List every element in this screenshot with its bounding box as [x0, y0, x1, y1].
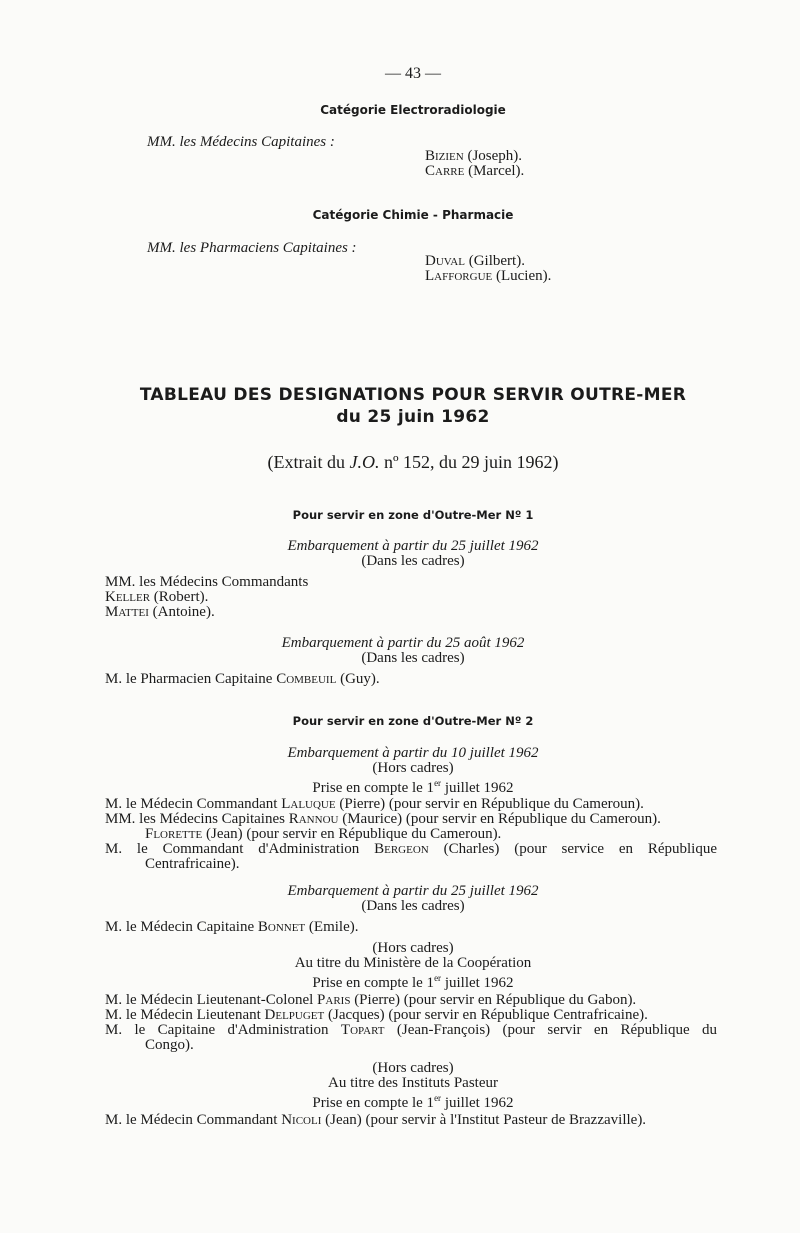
embarkation-title: Embarquement à partir du 25 août 1962 — [281, 635, 525, 651]
entry-suffix: (Pierre) (pour servir en République du Gabon). — [350, 992, 637, 1008]
surname: Delpuget — [264, 1007, 325, 1023]
page-number: — 43 — — [385, 65, 441, 82]
rank-medecins-capitaines: MM. les Médecins Capitaines : — [147, 134, 335, 150]
rank-medecins-commandants: MM. les Médecins Commandants — [105, 574, 309, 590]
cadres-note: (Hors cadres) — [372, 1060, 454, 1076]
surname: Bizien — [425, 148, 464, 164]
journal-officiel: J.O. — [349, 452, 380, 472]
entry-prefix: M. le Pharmacien Capitaine — [105, 671, 277, 687]
prise-suffix: juillet 1962 — [441, 1095, 514, 1111]
entry-suffix: (Emile). — [305, 919, 359, 935]
prise-en-compte — [0, 1090, 800, 1111]
entry-prefix: M. le Capitaine d'Administration — [105, 1022, 341, 1038]
entry-continuation: Congo). — [145, 1037, 194, 1053]
entry-line — [105, 1112, 646, 1128]
surname: Paris — [317, 992, 351, 1008]
entry-line — [105, 1007, 648, 1023]
category-heading-electroradiologie: Catégorie Electroradiologie — [320, 103, 506, 117]
prise-suffix: juillet 1962 — [441, 975, 514, 991]
surname: Mattei — [105, 604, 149, 620]
ordinal-suffix: er — [434, 1093, 442, 1103]
entry-suffix: (Jacques) (pour servir en République Centrafricaine). — [324, 1007, 648, 1023]
main-title: TABLEAU DES DESIGNATIONS POUR SERVIR OUTRE-MER — [139, 385, 687, 405]
surname: Topart — [340, 1022, 385, 1038]
entry-prefix: M. le Médecin Commandant — [105, 1112, 282, 1128]
surname: Combeuil — [276, 671, 337, 687]
entry-suffix: (Jean) (pour servir à l'Institut Pasteur de Brazzaville). — [321, 1112, 647, 1128]
entry-line — [105, 671, 380, 687]
surname: Duval — [425, 253, 465, 269]
category-heading-chimie-pharmacie: Catégorie Chimie - Pharmacie — [312, 208, 514, 222]
surname: Laluque — [281, 796, 336, 812]
entry-line — [105, 1022, 717, 1038]
cadres-note: (Hors cadres) — [372, 760, 454, 776]
embarkation-title: Embarquement à partir du 25 juillet 1962 — [287, 538, 539, 554]
entry-continuation: Centrafricaine). — [145, 856, 240, 872]
prise-en-compte — [0, 970, 800, 991]
extract-prefix: (Extrait du — [267, 452, 350, 472]
given-name: (Joseph). — [463, 148, 523, 164]
entry-suffix: (Pierre) (pour servir en République du Cameroun). — [335, 796, 644, 812]
extract-suffix: nº 152, du 29 juin 1962) — [379, 452, 559, 472]
entry-prefix: M. le Commandant d'Administration — [105, 841, 375, 857]
embarkation-title: Embarquement à partir du 25 juillet 1962 — [287, 883, 539, 899]
prise-suffix: juillet 1962 — [441, 780, 514, 796]
given-name: (Gilbert). — [464, 253, 525, 269]
prise-en-compte — [0, 775, 800, 796]
entry-suffix: (Jean) (pour servir en République du Cameroun). — [202, 826, 502, 842]
cadres-note: (Dans les cadres) — [361, 553, 465, 569]
name-line — [425, 148, 522, 164]
name-line — [425, 163, 524, 179]
cadres-note: (Dans les cadres) — [361, 650, 465, 666]
given-name: (Lucien). — [492, 268, 552, 284]
entry-prefix: M. le Médecin Commandant — [105, 796, 282, 812]
prise-prefix: Prise en compte le 1 — [312, 780, 435, 796]
given-name: (Marcel). — [464, 163, 525, 179]
surname: Bergeon — [374, 841, 429, 857]
surname: Nicoli — [281, 1112, 322, 1128]
embarkation-title: Embarquement à partir du 10 juillet 1962 — [287, 745, 539, 761]
name-line — [425, 253, 525, 269]
main-title-date: du 25 juin 1962 — [336, 407, 490, 427]
surname: Carre — [425, 163, 465, 179]
surname: Keller — [105, 589, 151, 605]
entry-suffix: (Jean-François) (pour servir en République du — [384, 1022, 717, 1038]
entry-line — [105, 841, 717, 857]
entry-suffix: (Guy). — [336, 671, 380, 687]
entry-suffix: (Charles) (pour service en République — [428, 841, 717, 857]
surname: Lafforgue — [425, 268, 493, 284]
entry-prefix: M. le Médecin Capitaine — [105, 919, 258, 935]
given-name: (Antoine). — [148, 604, 215, 620]
entry-prefix: MM. les Médecins Capitaines — [105, 811, 289, 827]
ordinal-suffix: er — [434, 778, 442, 788]
surname: Bonnet — [257, 919, 306, 935]
name-line — [105, 604, 215, 620]
entry-prefix: M. le Médecin Lieutenant — [105, 1007, 265, 1023]
name-line — [105, 589, 208, 605]
entry-suffix: (Maurice) (pour servir en République du Cameroun). — [338, 811, 661, 827]
entry-line — [145, 826, 501, 842]
cadres-note: (Hors cadres) — [372, 940, 454, 956]
zone-2-heading: Pour servir en zone d'Outre-Mer Nº 2 — [292, 714, 534, 728]
surname: Florette — [145, 826, 203, 842]
rank-pharmaciens-capitaines: MM. les Pharmaciens Capitaines : — [147, 240, 357, 256]
cooperation-title: Au titre du Ministère de la Coopération — [294, 955, 532, 971]
ordinal-suffix: er — [434, 973, 442, 983]
cadres-note: (Dans les cadres) — [361, 898, 465, 914]
name-line — [425, 268, 551, 284]
entry-line — [105, 811, 661, 827]
pasteur-title: Au titre des Instituts Pasteur — [328, 1075, 498, 1091]
entry-line — [105, 919, 358, 935]
zone-1-heading: Pour servir en zone d'Outre-Mer Nº 1 — [292, 508, 534, 522]
entry-line — [105, 796, 644, 812]
prise-prefix: Prise en compte le 1 — [312, 1095, 435, 1111]
entry-line — [105, 992, 636, 1008]
entry-prefix: M. le Médecin Lieutenant-Colonel — [105, 992, 318, 1008]
surname: Rannou — [288, 811, 339, 827]
extract-reference — [0, 452, 800, 472]
given-name: (Robert). — [150, 589, 209, 605]
prise-prefix: Prise en compte le 1 — [312, 975, 435, 991]
